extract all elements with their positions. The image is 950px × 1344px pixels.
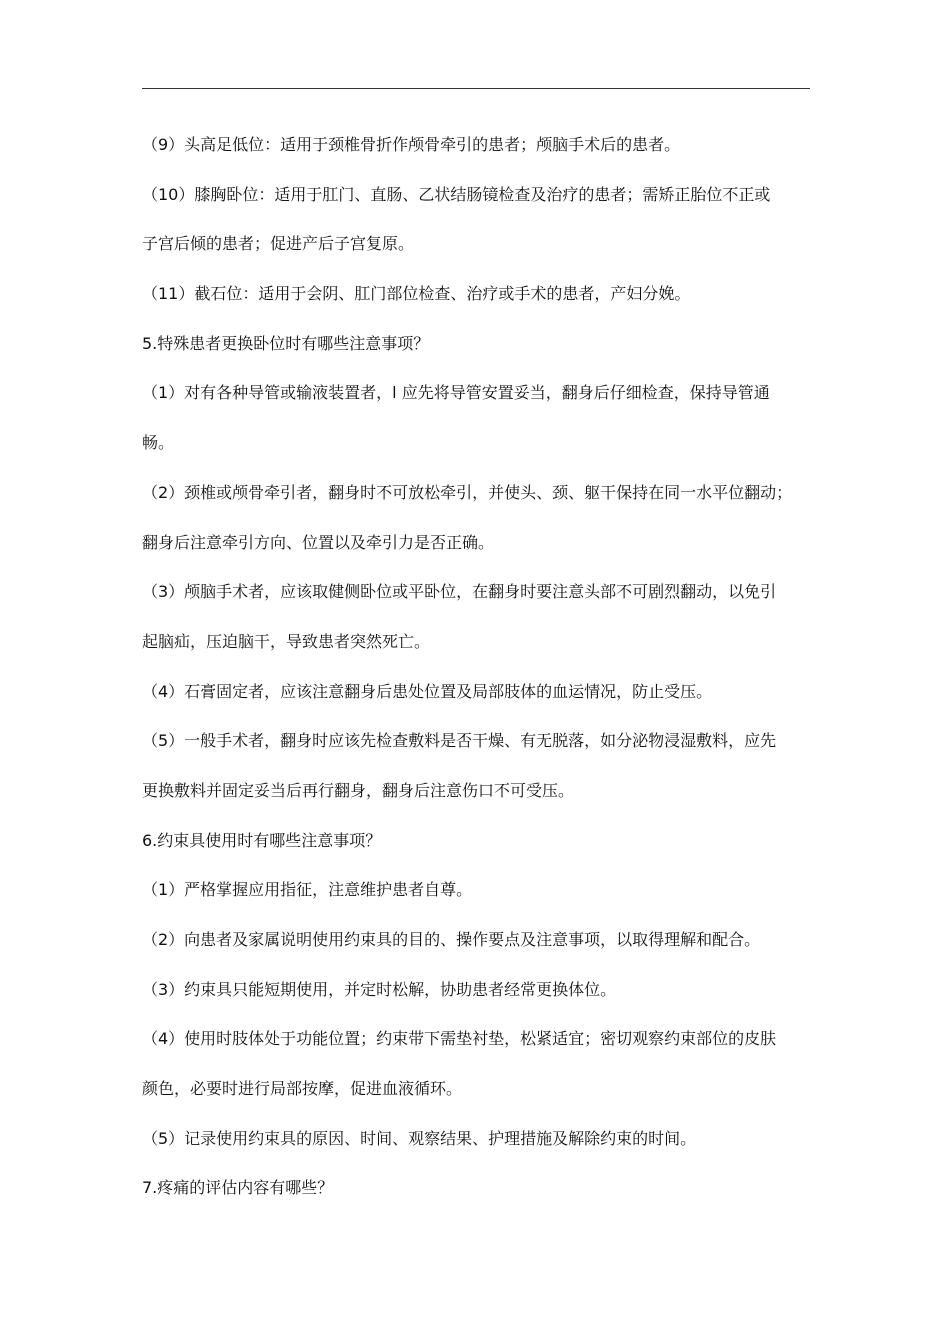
text-line: 起脑疝，压迫脑干，导致患者突然死亡。	[142, 631, 431, 651]
section-heading: 5.特殊患者更换卧位时有哪些注意事项？	[142, 333, 430, 353]
text-line: （4）使用时肢体处于功能位置；约束带下需垫衬垫，松紧适宜；密切观察约束部位的皮肤	[142, 1029, 777, 1049]
text-line: （3）颅脑手术者，应该取健侧卧位或平卧位，在翻身时要注意头部不可剧烈翻动，以免引	[142, 582, 777, 602]
text-line: 颜色，必要时进行局部按摩，促进血液循环。	[142, 1079, 463, 1099]
section-heading: 6.约束具使用时有哪些注意事项？	[142, 830, 382, 850]
text-line: （5）记录使用约束具的原因、时间、观察结果、护理措施及解除约束的时间。	[142, 1128, 697, 1148]
text-line: 翻身后注意牵引方向、位置以及牵引力是否正确。	[142, 532, 495, 552]
section-heading: 7.疼痛的评估内容有哪些？	[142, 1178, 334, 1198]
document-body	[142, 120, 810, 1213]
text-line: （2）向患者及家属说明使用约束具的目的、操作要点及注意事项，以取得理解和配合。	[142, 930, 761, 949]
text-line: （4）石膏固定者，应该注意翻身后患处位置及局部肢体的血运情况，防止受压。	[142, 681, 713, 701]
text-line: （1）对有各种导管或输液装置者，l 应先将导管安置妥当，翻身后仔细检查，保持导管通	[142, 383, 770, 403]
text-line: （1）严格掌握应用指征，注意维护患者自尊。	[142, 880, 473, 900]
text-line: 子宫后倾的患者；促进产后子宫复原。	[142, 234, 415, 254]
text-line: （3）约束具只能短期使用，并定时松解，协助患者经常更换体位。	[142, 979, 617, 999]
header-rule	[142, 88, 810, 89]
text-line: （10）膝胸卧位：适用于肛门、直肠、乙状结肠镜检查及治疗的患者；需矫正胎位不正或	[142, 184, 771, 204]
text-line: （11）截石位：适用于会阴、肛门部位检查、治疗或手术的患者，产妇分娩。	[142, 284, 691, 304]
text-line: 更换敷料并固定妥当后再行翻身，翻身后注意伤口不可受压。	[142, 780, 575, 800]
text-line: （9）头高足低位：适用于颈椎骨折作颅骨牵引的患者；颅脑手术后的患者。	[142, 135, 681, 154]
text-line: （5）一般手术者，翻身时应该先检查敷料是否干燥、有无脱落，如分泌物浸湿敷料，应先	[142, 731, 777, 751]
text-line: 畅。	[142, 433, 175, 453]
text-line: （2）颈椎或颅骨牵引者，翻身时不可放松牵引，并使头、颈、躯干保持在同一水平位翻动；	[142, 482, 793, 502]
